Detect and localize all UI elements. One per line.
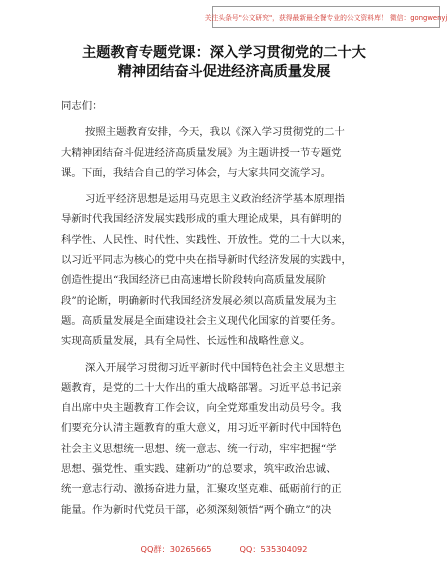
document-body	[61, 96, 391, 520]
title-line-2: 精神团结奋斗促进经济高质量发展	[117, 64, 331, 80]
text-line: 课。下面，我结合自己的学习体会，与大家共同交流学习。	[61, 166, 332, 179]
text-line: 大精神团结奋斗促进经济高质量发展》为主题讲授一节专题党	[61, 146, 342, 159]
text-line: 题。高质量发展是全面建设社会主义现代化国家的首要任务。	[61, 314, 342, 327]
footer-contact	[0, 544, 448, 560]
text-line: 创造性提出“我国经济已由高速增长阶段转向高质量发展阶	[61, 274, 327, 287]
footer-qq: QQ：535304092	[239, 544, 308, 554]
paragraph-1	[61, 122, 391, 183]
document-title	[40, 44, 408, 82]
paragraph-3	[61, 358, 391, 520]
salutation: 同志们：	[61, 100, 103, 112]
text-line: 思想、强党性、重实践、建新功”的总要求，筑牢政治忠诚、	[61, 463, 337, 476]
text-line: 社会主义思想统一思想、统一意志、统一行动，牢牢把握“学	[61, 442, 337, 455]
text-line: 们要充分认清主题教育的重大意义，用习近平新时代中国特色	[61, 422, 342, 435]
text-line: 题教育，是党的二十大作出的重大战略部署。习近平总书记亲	[61, 381, 342, 394]
text-line: 自出席中央主题教育工作会议，向全党郑重发出动员号令。我	[61, 402, 342, 415]
text-line: 科学性、人民性、时代性、实践性、开放性。党的二十大以来，	[61, 233, 352, 246]
text-line: 段”的论断，明确新时代我国经济发展必须以高质量发展为主	[61, 294, 337, 307]
title-line-1: 主题教育专题党课：深入学习贯彻党的二十大	[82, 45, 366, 61]
footer-qq-group: QQ群：30265665	[140, 544, 212, 554]
text-line: 习近平经济思想是运用马克思主义政治经济学基本原理指	[85, 193, 345, 206]
text-line: 按照主题教育安排，今天，我以《深入学习贯彻党的二十	[85, 126, 345, 139]
text-line: 深入开展学习贯彻习近平新时代中国特色社会主义思想主	[85, 361, 345, 374]
banner-text: 关注头条号"公文研究"，获得最新最全餐专业的公文资料库！ 微信：gongwenyj	[204, 14, 448, 22]
text-line: 统一意志行动、激扬奋进力量，汇聚攻坚克难、砥砺前行的正	[61, 483, 342, 496]
text-line: 能量。作为新时代党员干部，必须深刻领悟“两个确立”的决	[61, 503, 332, 516]
top-banner	[204, 6, 448, 28]
text-line: 实现高质量发展，具有全局性、长远性和战略性意义。	[61, 335, 311, 348]
text-line: 导新时代我国经济发展实践形成的重大理论成果，具有鲜明的	[61, 213, 342, 226]
text-line: 以习近平同志为核心的党中央在指导新时代经济发展的实践中，	[61, 254, 352, 267]
paragraph-2	[61, 189, 391, 351]
